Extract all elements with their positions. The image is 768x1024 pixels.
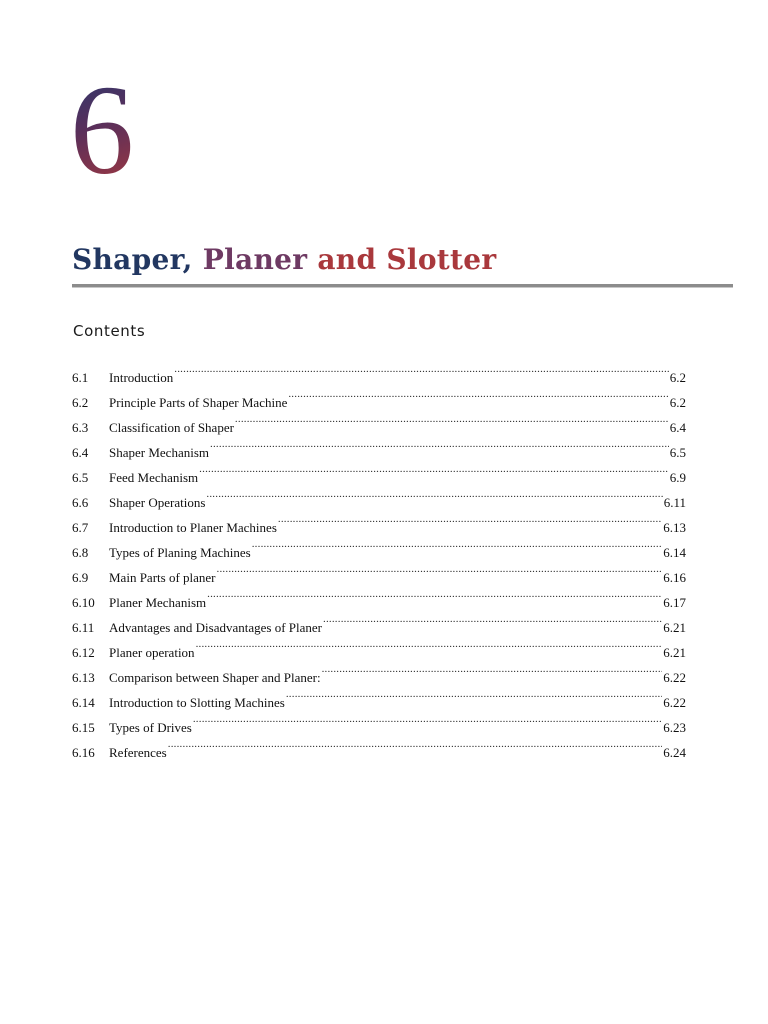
toc-entry-number: 6.14 [72, 695, 95, 710]
toc-entry-number: 6.10 [72, 595, 95, 610]
title-divider [72, 284, 733, 288]
toc-entry-number: 6.12 [72, 645, 95, 660]
toc-entry-title[interactable]: Feed Mechanism [109, 470, 199, 485]
toc-entry-page[interactable]: 6.21 [663, 645, 686, 660]
toc-dot-leader [210, 432, 669, 457]
toc-entry-title[interactable]: Advantages and Disadvantages of Planer [109, 620, 322, 635]
chapter-title [72, 238, 732, 282]
toc-dot-leader [174, 357, 668, 382]
toc-entry-page[interactable]: 6.13 [663, 520, 686, 535]
toc-entry-title[interactable]: Introduction [109, 370, 174, 385]
toc-entry-page[interactable]: 6.9 [669, 470, 686, 485]
toc-entry-title[interactable]: Planer operation [109, 645, 195, 660]
toc-dot-leader [217, 557, 663, 582]
toc-dot-leader [288, 382, 668, 407]
chapter-title-part-shaper: Shaper, [72, 243, 193, 276]
toc-entry-number: 6.11 [72, 620, 95, 635]
toc-entry-title[interactable]: Comparison between Shaper and Planer: [109, 670, 321, 685]
table-of-contents [72, 357, 686, 760]
toc-entry-number: 6.4 [72, 445, 89, 460]
toc-dot-leader [278, 507, 662, 532]
toc-dot-leader [235, 407, 669, 432]
toc-dot-leader [323, 607, 662, 632]
toc-entry-page[interactable]: 6.2 [669, 395, 686, 410]
chapter-number: 6 [70, 60, 150, 200]
toc-dot-leader [193, 707, 662, 732]
toc-dot-leader [207, 582, 662, 607]
toc-entry-title[interactable]: Introduction to Planer Machines [109, 520, 277, 535]
toc-entry-page[interactable]: 6.23 [663, 720, 686, 735]
toc-dot-leader [322, 657, 663, 682]
toc-entry-title[interactable]: Shaper Operations [109, 495, 206, 510]
toc-entry-number: 6.3 [72, 420, 89, 435]
toc-entry-page[interactable]: 6.4 [669, 420, 686, 435]
toc-entry-page[interactable]: 6.16 [663, 570, 686, 585]
toc-dot-leader [206, 482, 662, 507]
toc-entry-page[interactable]: 6.14 [663, 545, 686, 560]
toc-entry-page[interactable]: 6.2 [669, 370, 686, 385]
chapter-title-part-slotter: and Slotter [307, 243, 497, 276]
toc-entry-title[interactable]: Types of Drives [109, 720, 192, 735]
toc-entry-number: 6.7 [72, 520, 89, 535]
toc-dot-leader [168, 732, 663, 757]
toc-entry-title[interactable]: Main Parts of planer [109, 570, 216, 585]
toc-entry-number: 6.13 [72, 670, 95, 685]
chapter-title-part-planer: Planer [192, 243, 308, 276]
toc-dot-leader [199, 457, 669, 482]
toc-entry-title[interactable]: Shaper Mechanism [109, 445, 210, 460]
toc-entry-page[interactable]: 6.22 [663, 670, 686, 685]
toc-entry-title[interactable]: Planer Mechanism [109, 595, 207, 610]
toc-entry-page[interactable]: 6.24 [663, 745, 686, 760]
toc-entry-number: 6.15 [72, 720, 95, 735]
toc-entry-page[interactable]: 6.21 [663, 620, 686, 635]
toc-dot-leader [196, 632, 663, 657]
toc-entry-title[interactable]: Classification of Shaper [109, 420, 234, 435]
toc-entry-number: 6.5 [72, 470, 89, 485]
toc-entry-title[interactable]: References [109, 745, 167, 760]
toc-entry-title[interactable]: Principle Parts of Shaper Machine [109, 395, 288, 410]
toc-entry-number: 6.16 [72, 745, 95, 760]
toc-entry-page[interactable]: 6.22 [663, 695, 686, 710]
toc-entry-page[interactable]: 6.17 [663, 595, 686, 610]
toc-entry[interactable] [72, 357, 686, 385]
toc-entry-number: 6.8 [72, 545, 89, 560]
toc-entry-number: 6.6 [72, 495, 89, 510]
toc-dot-leader [286, 682, 662, 707]
toc-entry-page[interactable]: 6.11 [663, 495, 686, 510]
toc-entry-number: 6.1 [72, 370, 89, 385]
toc-entry-title[interactable]: Introduction to Slotting Machines [109, 695, 285, 710]
toc-entry-number: 6.2 [72, 395, 89, 410]
toc-entry-number: 6.9 [72, 570, 89, 585]
toc-dot-leader [252, 532, 663, 557]
contents-heading: Contents [73, 322, 146, 340]
toc-entry-title[interactable]: Types of Planing Machines [109, 545, 251, 560]
toc-entry-page[interactable]: 6.5 [669, 445, 686, 460]
